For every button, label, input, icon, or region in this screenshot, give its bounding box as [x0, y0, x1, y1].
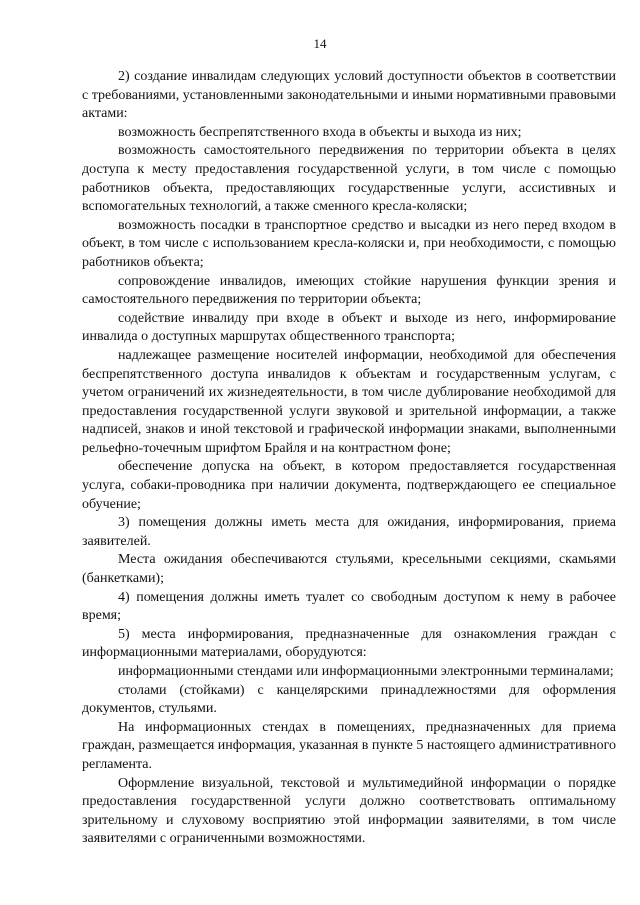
paragraph-independent-movement: возможность самостоятельного передвижения по территории объекта в целях доступа к месту предоставления государственной услуги, в том числе с помощью работников объекта, предоставляющих государственные услуги, ассистивных и вспомогательных технологий, а также сменного кресла-коляски;	[82, 143, 616, 215]
page-number: 14	[313, 36, 327, 51]
document-body	[82, 68, 616, 849]
paragraph-information-design: Оформление визуальной, текстовой и мультимедийной информации о порядке предоставления государственной услуги должно соответствовать оптимальному зрительному и слуховому восприятию этой информации заявителями, в том числе заявителями с ограниченными возможностями.	[82, 775, 616, 847]
paragraph-information-placement: надлежащее размещение носителей информации, необходимой для обеспечения беспрепятственного доступа инвалидов к объектам и государственным услугам, с учетом ограничений их жизнедеятельности, в том числе дублирование необходимой для предоставления государственной услуги звуковой и зрительной информации, а также надписей, знаков и иной текстовой и графической информации знаками, выполненными рельефно-точечным шрифтом Брайля и на контрастном фоне;	[82, 347, 616, 456]
paragraph-escort: сопровождение инвалидов, имеющих стойкие нарушения функции зрения и самостоятельного передвижения по территории объекта;	[82, 273, 616, 308]
paragraph-item-3-waiting: 3) помещения должны иметь места для ожидания, информирования, приема заявителей.	[82, 515, 616, 549]
paragraph-item-4-toilet: 4) помещения должны иметь туалет со свободным доступом к нему в рабочее время;	[82, 589, 616, 624]
paragraph-desks: столами (стойками) с канцелярскими принадлежностями для оформления документов, стульями.	[82, 682, 616, 717]
paragraph-guide-dog: обеспечение допуска на объект, в котором предоставляется государственная услуга, собаки-проводника при наличии документа, подтверждающего ее специальное обучение;	[82, 459, 616, 512]
paragraph-info-stands: информационными стендами или информационными электронными терминалами;	[118, 664, 614, 679]
paragraph-free-entry: возможность беспрепятственного входа в объекты и выхода из них;	[118, 124, 522, 140]
paragraph-item-2-conditions: 2) создание инвалидам следующих условий доступности объектов в соответствии с требованиями, установленными законодательными и иными нормативными правовыми актами:	[82, 69, 616, 122]
paragraph-entry-assistance: содействие инвалиду при входе в объект и выходе из него, информирование инвалида о доступных маршрутах общественного транспорта;	[82, 310, 616, 345]
paragraph-waiting-seats: Места ожидания обеспечиваются стульями, кресельными секциями, скамьями (банкетками);	[82, 552, 616, 587]
paragraph-stand-content: На информационных стендах в помещениях, предназначенных для приема граждан, размещается информация, указанная в пункте 5 настоящего административного регламента.	[82, 719, 616, 772]
paragraph-vehicle-boarding: возможность посадки в транспортное средство и высадки из него перед входом в объект, в том числе с использованием кресла-коляски и, при необходимости, с помощью работников объекта;	[82, 217, 616, 270]
paragraph-item-5-information: 5) места информирования, предназначенные для ознакомления граждан с информационными материалами, оборудуются:	[82, 626, 616, 661]
